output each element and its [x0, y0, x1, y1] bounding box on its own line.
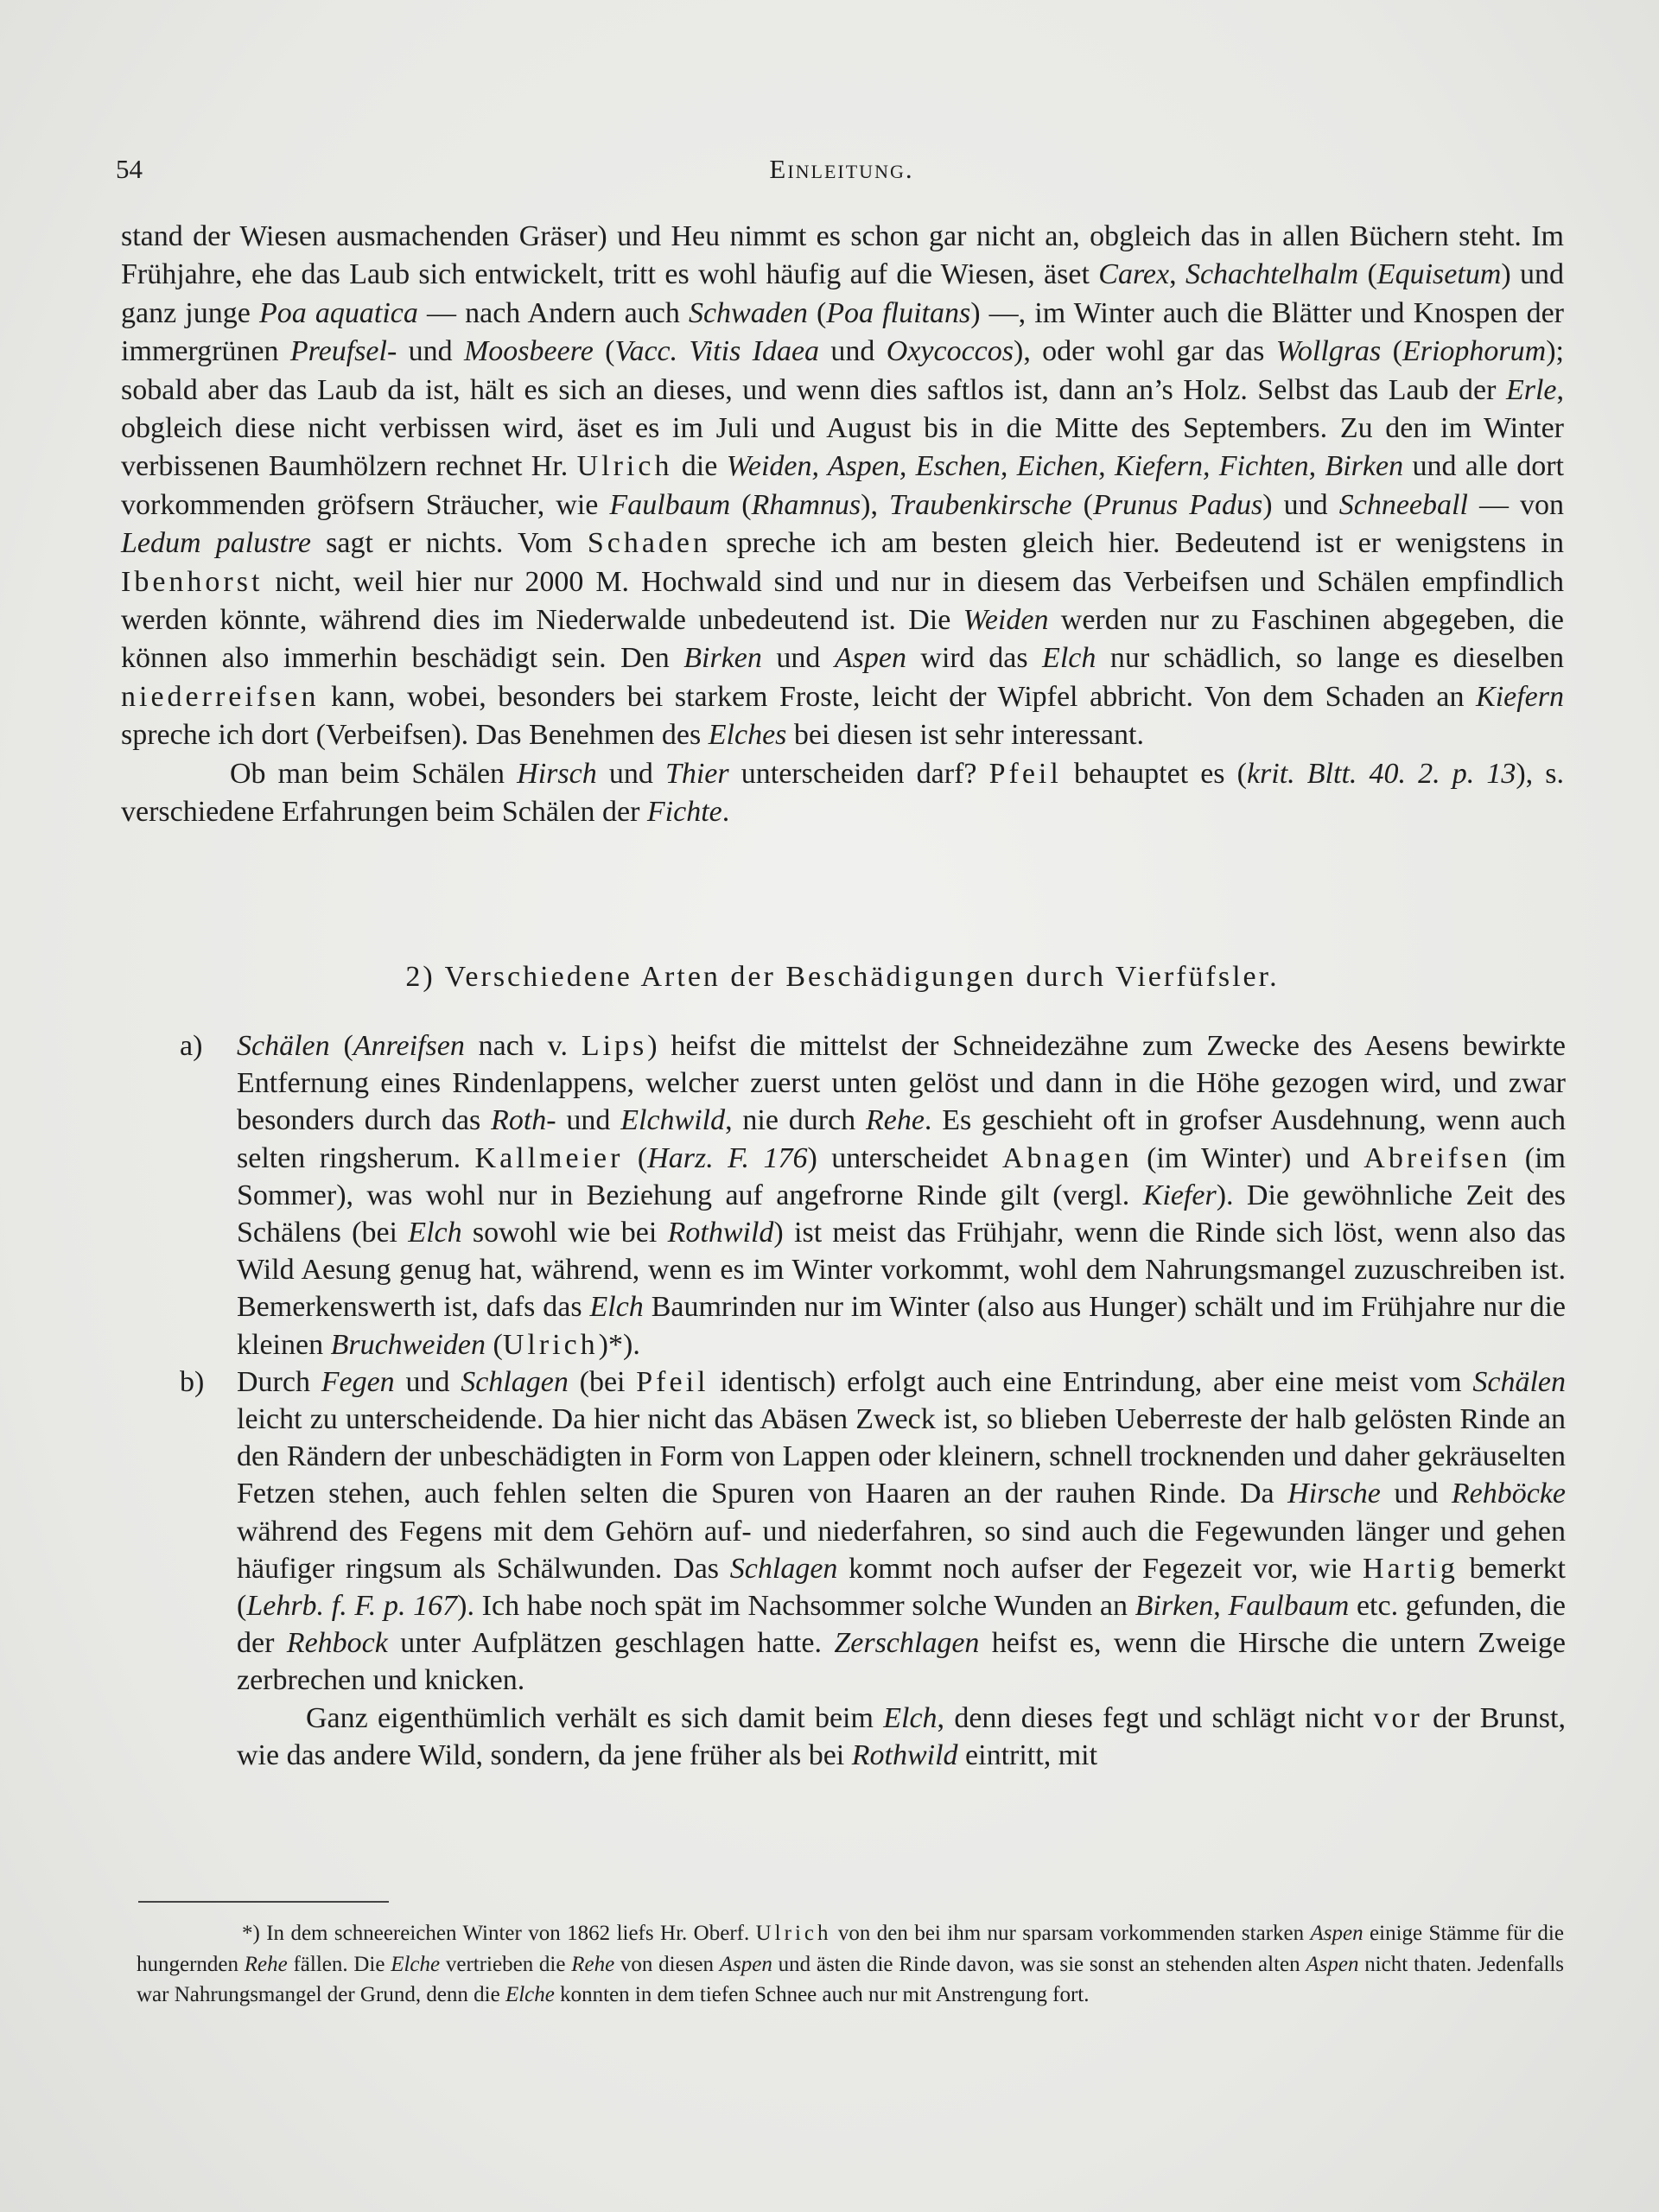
italic-term: Equisetum	[1376, 258, 1502, 291]
spaced-name: vor	[1373, 1701, 1423, 1734]
text-run: (	[485, 1328, 503, 1361]
text-run: , nie durch	[725, 1104, 866, 1137]
text-run: — nach Andern auch	[417, 296, 689, 329]
text-run: ) ist meist das Frühjahr, wenn die Rinde sich löst, wenn also das Wild Aesung genug hat, während, wenn es im Winter vorkommt, wohl dem Nahrungsmangel zuzuschreiben ist. Bemerkenswerth ist, dafs das	[237, 1217, 1567, 1324]
text-run: und ästen die Rinde davon, was sie sonst an stehenden alten	[772, 1952, 1306, 1976]
italic-term: Poa aquatica	[258, 296, 418, 329]
text-run: ); sobald aber das Laub da ist, hält es sich an dieses, und wenn dies saftlos ist, dann an’s Holz. Selbst das Laub der	[121, 335, 1564, 406]
italic-term: Elche	[505, 1983, 555, 2006]
italic-term: Rehbock	[286, 1627, 388, 1660]
italic-term: Rehe	[244, 1952, 288, 1976]
italic-term: Birken	[1135, 1590, 1214, 1623]
italic-term: Vacc. Vitis Idaea	[614, 335, 820, 368]
text-run: (	[1381, 335, 1402, 368]
italic-term: Poa fluitans	[826, 296, 971, 329]
italic-term: Fegen	[321, 1365, 395, 1398]
text-run: nur schädlich, so lange es dieselben	[1096, 642, 1565, 675]
text-run: während des Fegens mit dem Gehörn auf- und niederfahren, so sind auch die Fegewunden länger und gehen häufiger ringsum als Schälwunden. Das	[237, 1515, 1566, 1585]
spaced-name: niederreifsen	[121, 680, 320, 713]
italic-term: Schachtelhalm	[1185, 258, 1359, 291]
text-run: und	[394, 1365, 461, 1398]
text-run: )*).	[598, 1328, 640, 1361]
italic-term: Traubenkirsche	[889, 488, 1072, 521]
text-run: sowohl wie bei	[461, 1217, 668, 1249]
text-run: kommt noch aufser der Fegezeit vor, wie	[837, 1552, 1363, 1585]
text-run: , denn dieses fegt und schlägt nicht	[937, 1701, 1374, 1734]
text-run: unter Aufplätzen geschlagen hatte.	[387, 1627, 835, 1660]
text-run: von den bei ihm nur sparsam vorkommenden starken	[831, 1922, 1311, 1945]
text-run: bemerkt (	[237, 1552, 1567, 1623]
italic-term: Rhamnus	[751, 488, 861, 521]
text-run: (im Sommer), was wohl nur in Beziehung auf angefrorne Rinde gilt (vergl.	[237, 1141, 1566, 1211]
text-run: werden nur zu Faschinen abgegeben, die können also immerhin beschädigt sein. Den	[121, 604, 1564, 675]
text-run: etc. gefunden, die der	[237, 1590, 1566, 1660]
text-run: eintritt, mit	[957, 1738, 1098, 1771]
italic-term: Elche	[391, 1952, 441, 1976]
text-run: ,	[1169, 258, 1185, 291]
text-run: und	[819, 335, 887, 368]
text-run: . Es geschieht oft in grofser Ausdehnung, wenn auch selten ringsherum.	[237, 1104, 1567, 1174]
text-run: ), s. verschiedene Erfahrungen beim Schälen der	[121, 757, 1565, 829]
text-run: konnten in dem tiefen Schnee auch nur mit Anstrengung fort.	[554, 1983, 1090, 2006]
text-run: (	[329, 1030, 353, 1062]
text-run: von diesen	[614, 1952, 720, 1976]
italic-term: Wollgras	[1275, 335, 1382, 368]
italic-term: Oxycoccos	[886, 335, 1014, 368]
list-label-b: b)	[180, 1365, 205, 1398]
italic-term: Eriophorum	[1402, 335, 1547, 368]
list-text-a	[237, 1027, 1566, 1363]
text-run: leicht zu unterscheidende. Da hier nicht das Abäsen Zweck ist, so blieben Ueberreste der halb gelösten Rinde an den Rändern der unbeschädigten in Form von Lappen oder kleinern, schnell trocknenden und daher gekräuselten Fetzen stehen, auch fehlen selten die Spuren von Haaren an der rauhen Rinde. Da	[237, 1403, 1566, 1510]
text-run: stand der Wiesen ausmachenden Gräser) und Heu nimmt es schon gar nicht an, obgleich das in allen Büchern steht. Im Frühjahre, ehe das Laub sich entwickelt, tritt es wohl häufig auf die Wiesen, äset	[121, 220, 1564, 291]
spaced-name: Ulrich	[576, 450, 673, 483]
italic-term: Harz. F. 176	[647, 1141, 808, 1174]
spaced-name: Abnagen	[1001, 1141, 1133, 1174]
text-run: spreche ich dort (Verbeifsen). Das Benehmen des	[121, 719, 709, 752]
italic-term: Faulbaum	[1228, 1590, 1350, 1623]
italic-term: Lehrb. f. F. p. 167	[246, 1590, 458, 1623]
italic-term: Hirsche	[1287, 1478, 1381, 1510]
italic-term: Schälen	[1472, 1365, 1566, 1398]
section-heading: 2) Verschiedene Arten der Beschädigungen durch Vierfüfsler.	[405, 961, 1280, 993]
italic-term: Aspen	[1306, 1952, 1359, 1976]
spaced-name: Hartig	[1363, 1552, 1459, 1585]
text-run: (im Winter) und	[1132, 1141, 1364, 1174]
text-run: ) unterscheidet	[807, 1141, 1002, 1174]
italic-term: Elch	[589, 1291, 644, 1324]
text-run: (bei	[568, 1365, 637, 1398]
text-run: nach v.	[464, 1030, 582, 1062]
italic-term: Schälen	[237, 1030, 330, 1062]
text-run: und	[397, 335, 464, 368]
text-run: ) und	[1262, 488, 1339, 521]
text-run: (	[1071, 488, 1093, 521]
text-run: ,	[1213, 1590, 1229, 1623]
italic-term: Elchwild	[620, 1104, 726, 1137]
italic-term: Kiefern	[1476, 680, 1564, 713]
italic-term: Rehböcke	[1451, 1478, 1567, 1510]
italic-term: Elch	[1042, 642, 1096, 675]
text-run: *) In dem schneereichen Winter von 1862 liefs Hr. Oberf.	[242, 1922, 756, 1945]
list-text-b-continuation	[237, 1700, 1566, 1774]
italic-term: Moosbeere	[463, 335, 594, 368]
italic-term: Hirsch	[517, 757, 597, 790]
spaced-name: Kallmeier	[474, 1141, 624, 1174]
italic-term: Preufsel-	[289, 335, 397, 368]
text-run: einige Stämme für die hungernden	[137, 1922, 1564, 1976]
text-run: ) —, im Winter auch die Blätter und Knospen der immergrünen	[121, 296, 1564, 368]
main-text	[121, 218, 1564, 832]
text-run: kann, wobei, besonders bei starkem Froste, leicht der Wipfel abbricht. Von dem Schaden an	[319, 680, 1477, 713]
text-run: (	[1358, 258, 1377, 291]
text-run: , obgleich diese nicht verbissen wird, äset es im Juli und August bis in die Mitte des Septembers. Zu den im Winter verbissenen Baumhölzern rechnet Hr.	[121, 373, 1564, 483]
footnote-divider	[138, 1901, 389, 1903]
list-text-b	[237, 1363, 1566, 1700]
text-run: vertrieben die	[440, 1952, 572, 1976]
text-run: (	[593, 335, 615, 368]
text-run: identisch) erfolgt auch eine Entrindung, aber eine meist vom	[709, 1365, 1473, 1398]
italic-term: Elches	[708, 719, 787, 752]
text-run: sagt er nichts. Vom	[310, 527, 588, 560]
text-run: Ob man beim Schälen	[230, 757, 518, 790]
text-run: und	[556, 1104, 621, 1137]
italic-term: Weiden	[963, 604, 1049, 637]
italic-term: Ledum palustre	[121, 527, 311, 560]
list-item-a	[180, 1027, 1567, 1363]
spaced-name: Abreifsen	[1363, 1141, 1511, 1174]
text-run: Baumrinden nur im Winter (also aus Hunger) schält und im Frühjahre nur die kleinen	[237, 1291, 1566, 1361]
italic-term: Schneeball	[1338, 488, 1468, 521]
text-run: Durch	[237, 1365, 321, 1398]
text-run: bei diesen ist sehr interessant.	[786, 719, 1144, 752]
italic-term: Kiefer	[1142, 1179, 1217, 1211]
paragraph-continuation	[121, 218, 1564, 755]
italic-term: Roth-	[491, 1104, 556, 1137]
italic-term: Zerschlagen	[834, 1627, 980, 1660]
page-header	[116, 154, 1567, 197]
italic-term: Aspen	[719, 1952, 772, 1976]
text-run: wird das	[906, 642, 1043, 675]
running-head: Einleitung.	[769, 154, 914, 184]
text-run: und	[596, 757, 665, 790]
italic-term: Rothwild	[667, 1217, 774, 1249]
text-run: unterscheiden darf?	[728, 757, 989, 790]
italic-term: Aspen	[834, 642, 906, 675]
footnote	[137, 1918, 1564, 2011]
spaced-name: Schaden	[587, 527, 712, 560]
text-run: heifst es, wenn die Hirsche die untern Zweige zerbrechen und knicken.	[237, 1627, 1567, 1697]
text-run: ). Ich habe noch spät im Nachsommer solche Wunden an	[457, 1590, 1135, 1623]
italic-term: Elch	[883, 1701, 938, 1734]
text-run: der Brunst, wie das andere Wild, sondern, da jene früher als bei	[237, 1701, 1566, 1771]
text-run: .	[721, 796, 730, 829]
text-run: ) und ganz junge	[121, 258, 1565, 329]
italic-term: Fichte	[646, 796, 722, 829]
italic-term: Prunus Padus	[1092, 488, 1263, 521]
paragraph-question	[121, 755, 1564, 832]
spaced-name: Lips	[581, 1030, 648, 1062]
italic-term: krit. Bltt. 40. 2. p. 13	[1246, 757, 1516, 790]
text-run: spreche ich am besten gleich hier. Bedeutend ist er wenigstens in	[711, 527, 1564, 560]
text-run: fällen. Die	[287, 1952, 391, 1976]
spaced-name: Ulrich	[502, 1328, 599, 1361]
page-number: 54	[116, 154, 143, 184]
spaced-name: Ibenhorst	[121, 565, 264, 598]
footnote-text	[137, 1918, 1564, 2011]
list-item-b	[180, 1363, 1567, 1774]
italic-term: Rehe	[571, 1952, 615, 1976]
italic-term: Rothwild	[851, 1738, 958, 1771]
text-run: nicht, weil hier nur 2000 M. Hochwald sind und nur in diesem das Verbeifsen und Schälen empfindlich werden könnte, während dies im Niederwalde unbedeutend ist. Die	[121, 565, 1564, 637]
italic-term: Thier	[664, 757, 729, 790]
italic-term: Erle	[1505, 373, 1557, 406]
text-run: behauptet es (	[1061, 757, 1247, 790]
spaced-name: Ulrich	[755, 1922, 832, 1945]
italic-term: Bruchweiden	[330, 1328, 486, 1361]
text-run: Ganz eigenthümlich verhält es sich damit beim	[306, 1701, 884, 1734]
italic-term: Schwaden	[688, 296, 808, 329]
text-run: und	[1380, 1478, 1452, 1510]
spaced-name: Pfeil	[636, 1365, 709, 1398]
text-run: (	[623, 1141, 648, 1174]
list-label-a: a)	[180, 1030, 203, 1062]
italic-term: Birken	[683, 642, 762, 675]
text-run: ), oder wohl gar das	[1014, 335, 1276, 368]
italic-term: Carex	[1098, 258, 1170, 291]
italic-term: Schlagen	[461, 1365, 569, 1398]
text-run: und alle dort vorkommenden gröfsern Sträucher, wie	[121, 450, 1564, 521]
text-run: (	[730, 488, 752, 521]
damage-types-list	[180, 1027, 1567, 1774]
italic-term: Faulbaum	[609, 488, 731, 521]
text-run: — von	[1467, 488, 1565, 521]
italic-term: Schlagen	[729, 1552, 838, 1585]
text-run: nicht thaten. Jedenfalls war Nahrungsmangel der Grund, denn die	[137, 1952, 1564, 2006]
text-run: die	[672, 450, 727, 483]
italic-term: Rehe	[865, 1104, 925, 1137]
italic-term: Weiden, Aspen, Eschen, Eichen, Kiefern, Fichten, Birken	[726, 450, 1404, 483]
spaced-name: Pfeil	[988, 757, 1062, 790]
text-run: (	[807, 296, 827, 329]
text-run: ),	[861, 488, 890, 521]
italic-term: Elch	[408, 1217, 462, 1249]
text-run: ) heifst die mittelst der Schneidezähne zum Zwecke des Aesens bewirkte Entfernung eines Rindenlappens, welcher zuerst unten gelöst und dann in die Höhe gezogen wird, und zwar besonders durch das	[237, 1030, 1566, 1137]
text-run: ). Die gewöhnliche Zeit des Schälens (bei	[237, 1179, 1566, 1249]
italic-term: Aspen	[1310, 1922, 1363, 1945]
italic-term: Anreifsen	[353, 1030, 465, 1062]
text-run: und	[761, 642, 835, 675]
